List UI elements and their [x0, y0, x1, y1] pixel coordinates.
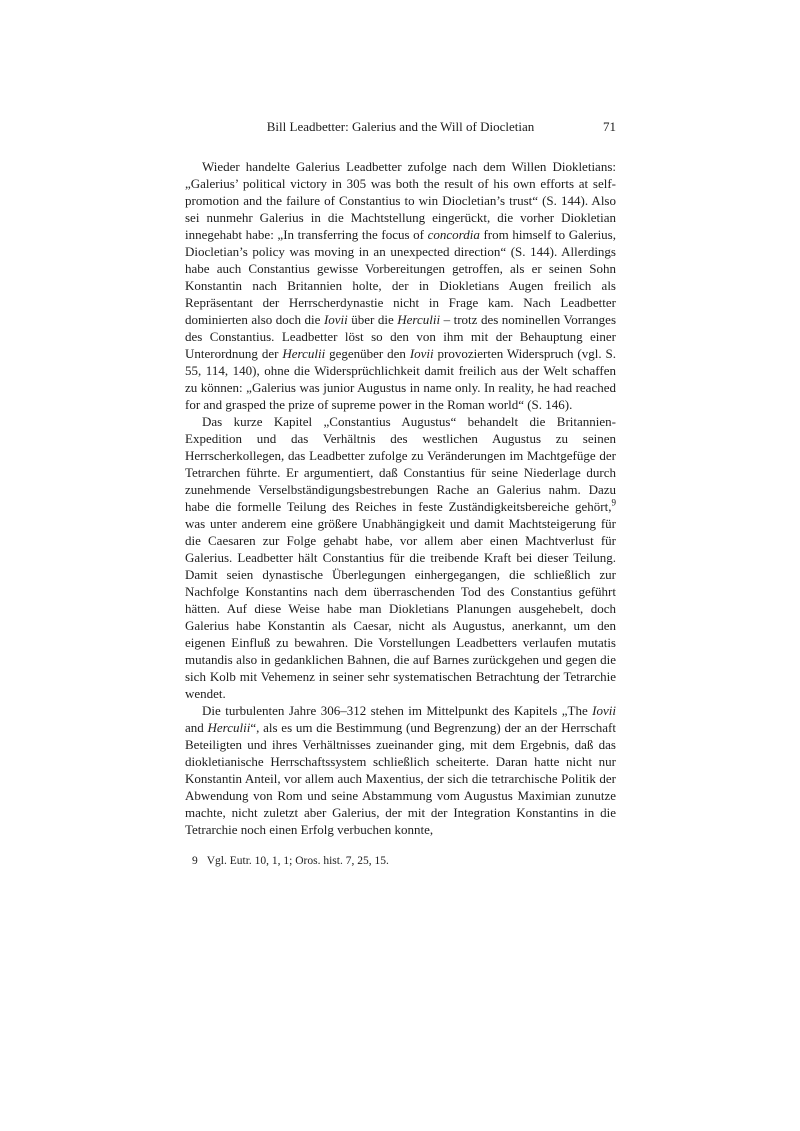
italic-term: Iovii	[323, 312, 348, 327]
running-header	[185, 119, 616, 135]
footnote-marker: 9	[192, 855, 198, 867]
italic-term: Iovii	[409, 346, 434, 361]
running-header-title: Bill Leadbetter: Galerius and the Will of Diocletian	[266, 119, 535, 134]
paragraph: Das kurze Kapitel „Constantius Augustus“ behandelt die Britannien-Expedition und das Verhältnis des westlichen Augustus zu seinen Herrscherkollegen, das Leadbetter zufolge zu Veränderungen im Machtgefüge der Tetrarchen führte. Er argumentiert, daß Constantius für seine Niederlage durch zunehmende Verselbständigungsbestrebungen Rache an Galerius nahm. Dazu habe die formelle Teilung des Reiches in feste Zuständigkeitsbereiche gehört,$^9$ was unter anderem eine größere Unabhängigkeit und damit Machtsteigerung für die Caesaren zur Folge gehabt habe, vor allem aber einen Machtverlust für Galerius. Leadbetter hält Constantius für die treibende Kraft bei dieser Teilung. Damit seien dynastische Überlegungen einhergegangen, die schließlich zur Nachfolge Konstantins nach dem überraschenden Tod des Constantius geführt hätten. Auf diese Weise habe man Diokletians Planungen ausgehebelt, doch Galerius habe Konstantin als Caesar, nicht als Augustus, anerkannt, um den eigenen Einfluß zu bewahren. Die Vorstellungen Leadbetters verlaufen mutatis mutandis also in gedanklichen Bahnen, die auf Barnes zurückgehen und gegen die sich Kolb mit Vehemenz in seiner sehr systematischen Betrachtung der Tetrarchie wendet.	[185, 414, 616, 701]
footnote-ref: 9	[611, 497, 616, 508]
italic-term: Herculii	[282, 346, 326, 361]
footnote	[185, 854, 616, 869]
page-number: 71	[603, 119, 616, 134]
italic-term: Herculii	[207, 720, 251, 735]
italic-term: Herculii	[397, 312, 441, 327]
italic-term: concordia	[427, 227, 480, 242]
paragraph: Die turbulenten Jahre 306–312 stehen im Mittelpunkt des Kapitels „The Iovii and Herculii“, als es um die Bestimmung (und Begrenzung) der an der Herrschaft Beteiligten und ihres Verhältnisses zueinander ging, mit dem Ergebnis, daß das diokletianische Herrschaftssystem schließlich scheiterte. Daran hatte nicht nur Konstantin Anteil, vor allem auch Maxentius, der sich die tetrarchische Politik der Abwendung von Rom und seine Abstammung vom Augustus Maximian zunutze machte, nicht zuletzt aber Galerius, der mit der Integration Konstantins in die Tetrarchie noch einen Erfolg verbuchen konnte,	[185, 703, 616, 837]
text-column	[185, 119, 616, 869]
footnote-text: Vgl. Eutr. 10, 1, 1; Oros. hist. 7, 25, 15.	[206, 855, 389, 867]
italic-term: Iovii	[592, 703, 616, 718]
body-text	[185, 158, 616, 838]
paragraph: Wieder handelte Galerius Leadbetter zufolge nach dem Willen Diokletians: „Galerius’ political victory in 305 was both the result of his own efforts at self-promotion and the failure of Constantius to win Diocletian’s trust“ (S. 144). Also sei nunmehr Galerius in die Machtstellung eingerückt, die vorher Diokletian innegehabt habe: „In transferring the focus of concordia from himself to Galerius, Diocletian’s policy was moving in an unexpected direction“ (S. 144). Allerdings habe auch Constantius gewisse Vorbereitungen getroffen, als er seinen Sohn Konstantin nach Britannien holte, der in Diokletians Augen freilich als Repräsentant der Herrscherdynastie nicht in Frage kam. Nach Leadbetter dominierten also doch die Iovii über die Herculii – trotz des nominellen Vorranges des Constantius. Leadbetter löst so den von ihm mit der Behauptung einer Unterordnung der Herculii gegenüber den Iovii provozierten Widerspruch (vgl. S. 55, 114, 140), ohne die Widersprüchlichkeit damit freilich aus der Welt schaffen zu können: „Galerius was junior Augustus in name only. In reality, he had reached for and grasped the prize of supreme power in the Roman world“ (S. 146).	[185, 159, 617, 412]
